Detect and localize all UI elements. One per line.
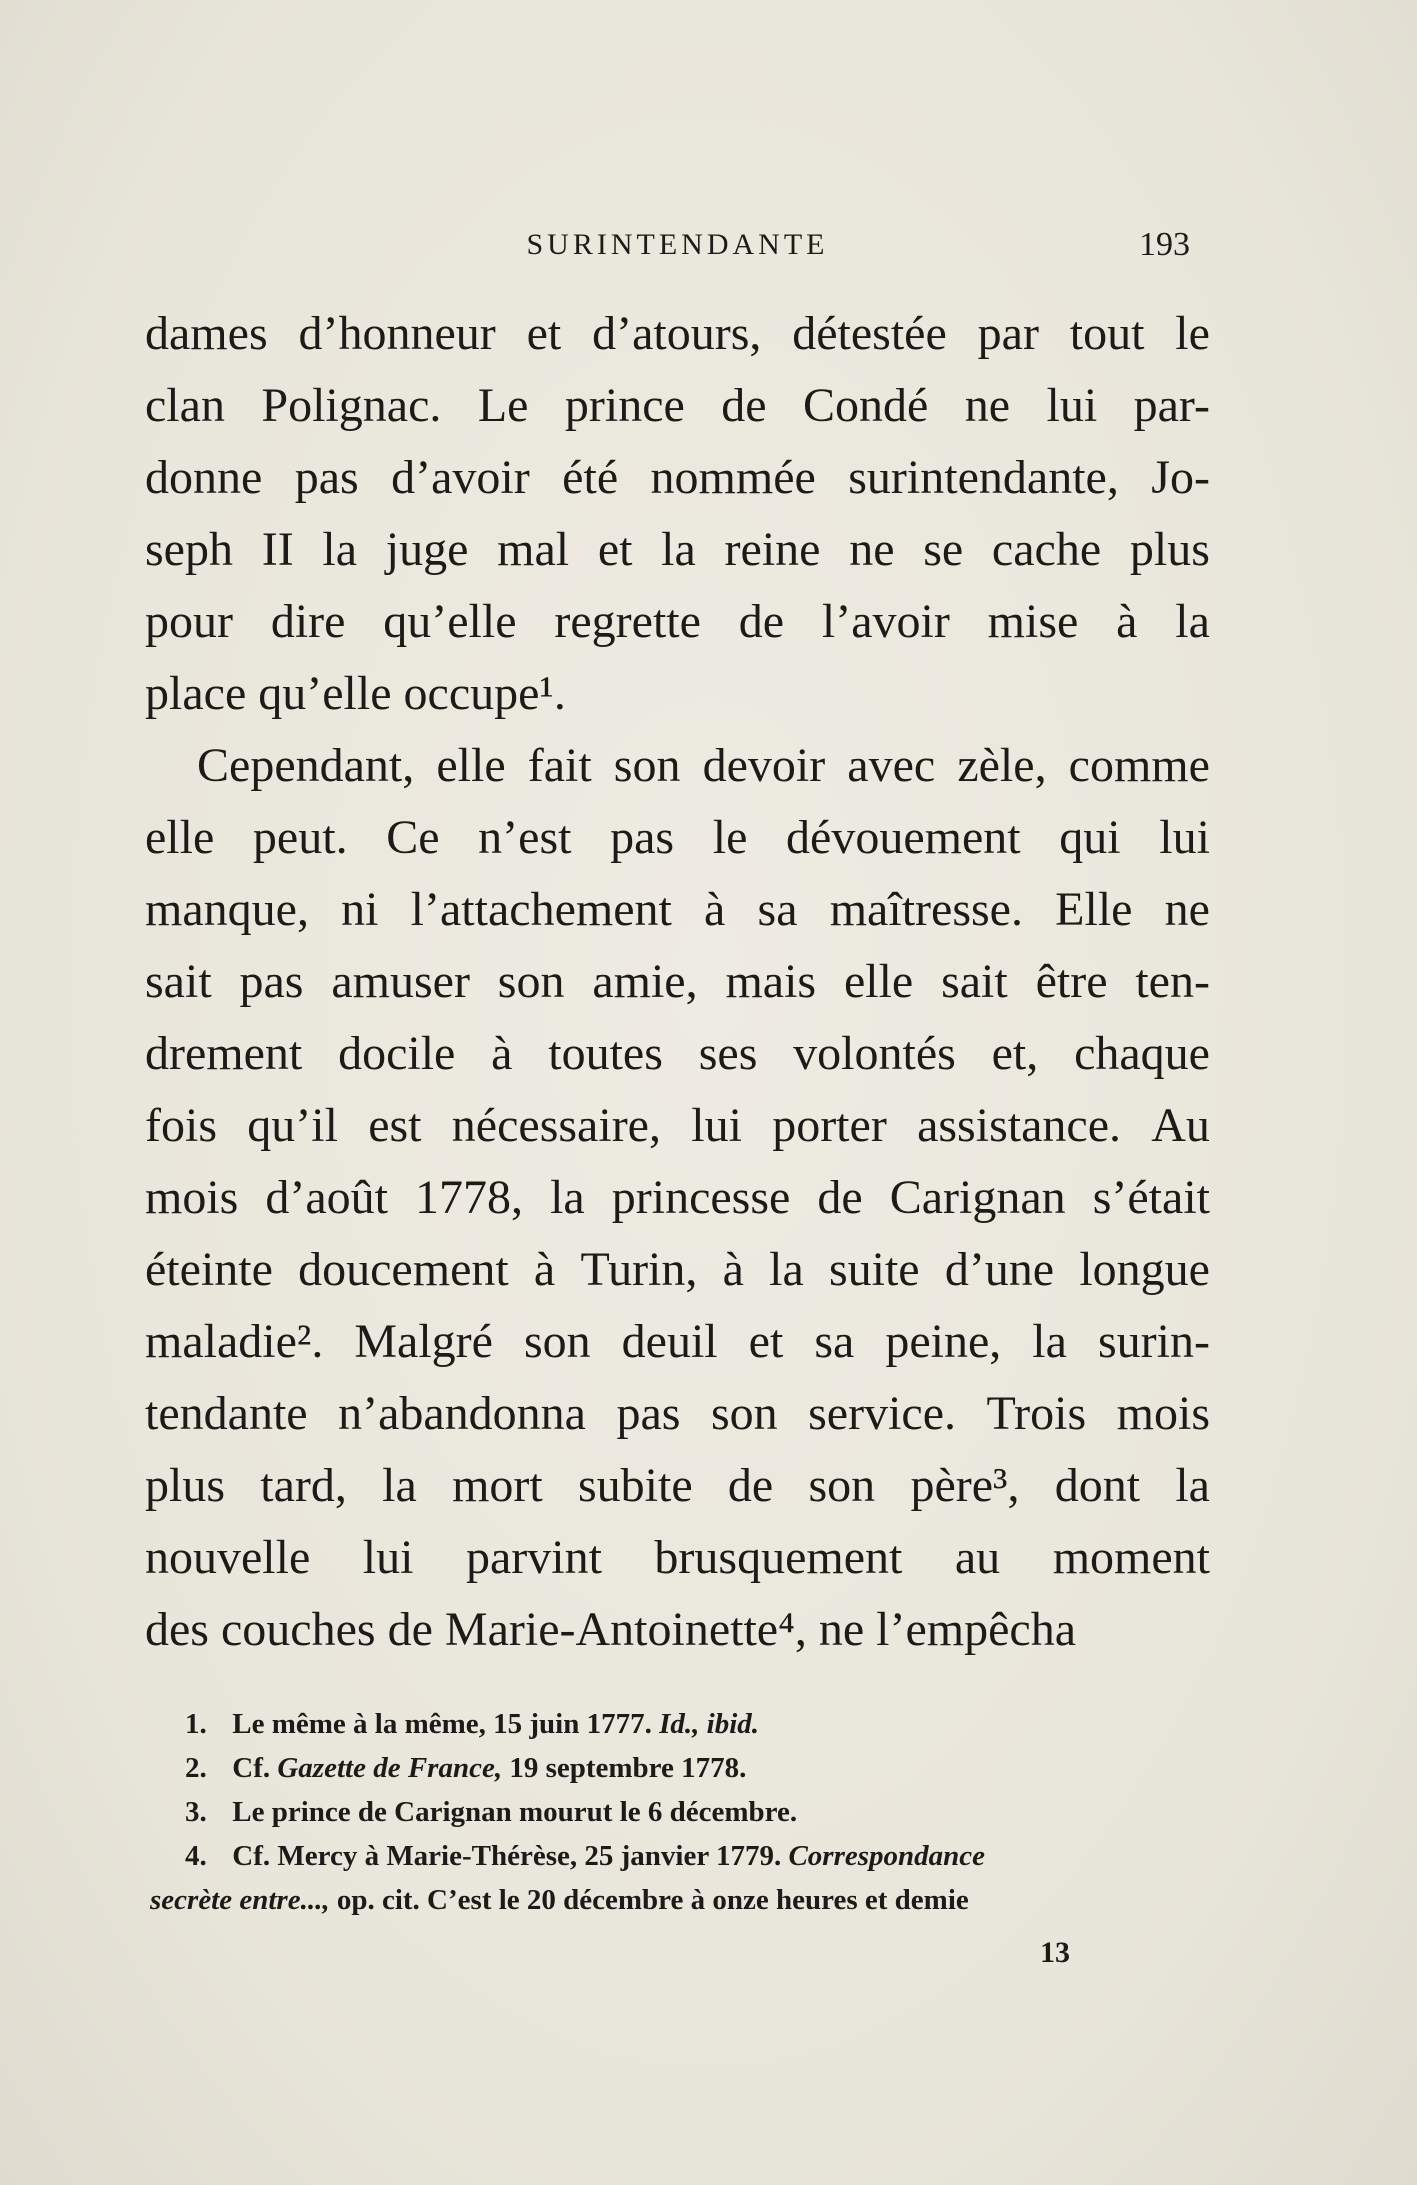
text-line: donne pas d’avoir été nommée surintendante, Jo- [145, 451, 1210, 504]
footnote-3 [150, 1790, 1215, 1834]
signature-mark: 13 [1040, 1936, 1070, 1969]
footnote-italic: Id., ibid. [659, 1708, 760, 1740]
text-line: éteinte doucement à Turin, à la suite d’une longue [145, 1243, 1210, 1296]
footnote-number: 2. [185, 1752, 207, 1784]
text-line: nouvelle lui parvint brusquement au moment [145, 1531, 1210, 1584]
footnote-number: 4. [185, 1840, 207, 1872]
footnote-italic: Gazette de France, [277, 1752, 503, 1784]
text-line: seph II la juge mal et la reine ne se cache plus [145, 523, 1210, 576]
text-line: place qu’elle occupe¹. [145, 667, 566, 720]
text-line: clan Polignac. Le prince de Condé ne lui par- [145, 379, 1210, 432]
text-line: sait pas amuser son amie, mais elle sait être ten- [145, 955, 1210, 1008]
footnote-text: Cf. Mercy à Marie-Thérèse, 25 janvier 1779. [232, 1840, 782, 1872]
footnote-4-continuation [150, 1878, 1215, 1922]
text-line: mois d’août 1778, la princesse de Carignan s’était [145, 1171, 1210, 1224]
text-line: drement docile à toutes ses volontés et, chaque [145, 1027, 1210, 1080]
text-line: tendante n’abandonna pas son service. Trois mois [145, 1387, 1210, 1440]
footnote-1 [150, 1702, 1215, 1746]
footnote-2 [150, 1746, 1215, 1790]
page-number: 193 [1139, 226, 1190, 263]
text-line: Cependant, elle fait son devoir avec zèle, comme [197, 739, 1210, 792]
running-head [145, 228, 1210, 268]
footnote-italic: secrète entre..., [150, 1884, 330, 1916]
footnote-number: 3. [185, 1796, 207, 1828]
footnote-text: Cf. [232, 1752, 271, 1784]
text-line: dames d’honneur et d’atours, détestée par tout le [145, 307, 1210, 360]
text-line: pour dire qu’elle regrette de l’avoir mise à la [145, 595, 1210, 648]
footnote-text: 19 septembre 1778. [509, 1752, 747, 1784]
text-line: des couches de Marie-Antoinette⁴, ne l’empêcha [145, 1603, 1077, 1656]
footnote-text: Le prince de Carignan mourut le 6 décembre. [232, 1796, 798, 1828]
footnote-text: Le même à la même, 15 juin 1777. [232, 1708, 652, 1740]
footnote-text: op. cit. C’est le 20 décembre à onze heures et demie [336, 1884, 969, 1916]
footnote-number: 1. [185, 1708, 207, 1740]
footnote-4 [150, 1834, 1215, 1878]
footnote-italic: Correspondance [788, 1840, 986, 1872]
text-line: elle peut. Ce n’est pas le dévouement qui lui [145, 811, 1210, 864]
text-line: manque, ni l’attachement à sa maîtresse. Elle ne [145, 883, 1210, 936]
body-text [145, 298, 1210, 1666]
text-line: fois qu’il est nécessaire, lui porter assistance. Au [145, 1099, 1210, 1152]
running-title: SURINTENDANTE [526, 228, 829, 261]
text-line: plus tard, la mort subite de son père³, dont la [145, 1459, 1210, 1512]
text-line: maladie². Malgré son deuil et sa peine, la surin- [145, 1315, 1210, 1368]
footnotes [150, 1702, 1215, 1922]
